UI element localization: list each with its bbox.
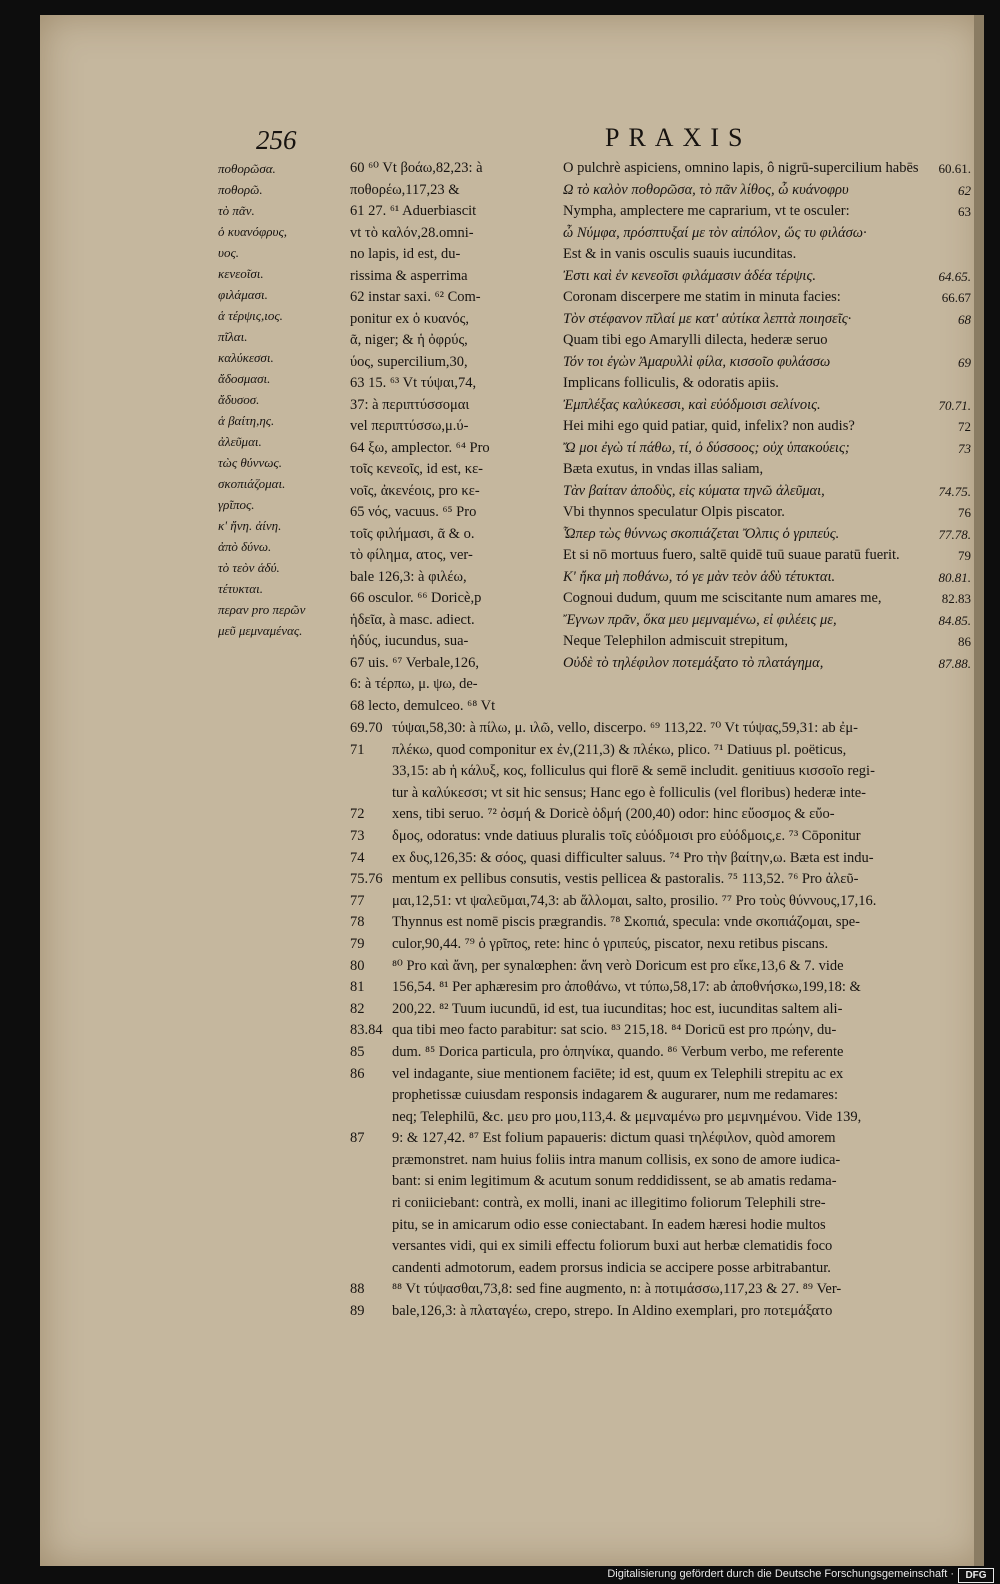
gloss-line: γρῖπος. (218, 497, 255, 512)
commentary-line-text: tur à καλύκεσσι; vt sit hic sensus; Hanc ego è folliculis (vel floribus) hederæ inte- (392, 784, 866, 801)
poem-line-text: Coronam discerpere me statim in minuta facies: (563, 289, 841, 305)
commentary-line-number (350, 783, 392, 805)
poem-line-text: ὦ Νύμφα, πρόσπτυξαί με τὸν αἰπόλον, ὥς τυ φιλάσω· (563, 224, 867, 241)
gloss-line: ἀπὸ δύνω. (218, 539, 272, 554)
commentary-line (350, 1215, 984, 1237)
commentary-line-number: 85 (350, 1043, 365, 1060)
poem-line (563, 653, 983, 675)
commentary-line (350, 1064, 984, 1086)
poem-line-ref: 87.88. (938, 655, 971, 671)
commentary-line-text: ex δυς,126,35: & σόος, quasi difficulter saluus. ⁷⁴ Pro τὴν βαίτην,ω. Bæta est indu- (392, 849, 874, 866)
poem-line (563, 223, 983, 245)
poem-line-text: Hei mihi ego quid patiar, quid, infelix? non audis? (563, 418, 855, 434)
commentary-line-text: bant: si enim legitimum & acutum sonum reddidissent, se ab amatis redama- (392, 1173, 837, 1190)
note-line: νοῖς, ἀκενέοις, pro κε- (350, 482, 480, 499)
commentary-line-number: 72 (350, 806, 365, 823)
poem-line (563, 588, 983, 610)
margin-gloss (218, 158, 343, 641)
poem-line-text: Τόν τοι ἐγὼν Ἀμαρυλλὶ φίλα, κισσοῖο φυλάσσω (563, 353, 831, 370)
gloss-line: σκοπιάζομαι. (218, 476, 286, 491)
poem-line (563, 201, 983, 223)
poem-line-ref: 74.75. (938, 483, 971, 499)
commentary-line (350, 956, 984, 978)
commentary-line-text: vel indagante, siue mentionem faciēte; id est, quum ex Telephili strepitu ac ex (392, 1065, 844, 1082)
gloss-line: υος. (218, 245, 239, 260)
commentary-line-text: δμος, odoratus: vnde datiuus pluralis τοῖς εὐόδμοισι pro εὐόδμοις,ε. ⁷³ Cōponitur (392, 827, 861, 844)
commentary-line-number: 79 (350, 935, 365, 952)
commentary-line (350, 761, 984, 783)
commentary-line-number (350, 1236, 392, 1258)
gloss-line: φιλάμασι. (218, 287, 268, 302)
poem-line-text: Nympha, amplectere me caprarium, vt te osculer: (563, 203, 850, 219)
commentary-line-number: 75.76 (350, 871, 383, 888)
gloss-line: τὸ τεὸν ἁδύ. (218, 560, 280, 575)
poem-line-ref: 68 (958, 311, 971, 327)
gloss-line: τέτυκται. (218, 581, 263, 596)
poem-line (563, 545, 983, 567)
commentary-line-text: 9: & 127,42. ⁸⁷ Est folium papaueris: dictum quasi τηλέφιλον, quòd amorem (392, 1130, 836, 1147)
poem-line (563, 395, 983, 417)
gloss-line: τὼς θύννως. (218, 455, 282, 470)
commentary-line-text: πλέκω, quod componitur ex ἐν,(211,3) & πλέκω, plico. ⁷¹ Datiuus pl. poëticus, (392, 741, 847, 758)
commentary-line-text: 33,15: ab ἡ κάλυξ, κος, folliculus qui florē & semē includit. genitiuus κισσοῖο regi- (392, 763, 875, 780)
gloss-line: ἀλεῦμαι. (218, 434, 262, 449)
commentary-line (350, 999, 984, 1021)
commentary-line-number: 88 (350, 1281, 365, 1298)
commentary-line-text: 156,54. ⁸¹ Per aphæresim pro ἀποθάνω, vt τύπω,58,17: ab ἀποθνήσκω,199,18: & (392, 979, 861, 996)
commentary-line-number (350, 761, 392, 783)
commentary-line-number: 71 (350, 741, 365, 758)
commentary-line-number (350, 1150, 392, 1172)
dfg-logo: DFG (958, 1568, 994, 1583)
poem-line (563, 373, 983, 395)
commentary-line-text: bale,126,3: à πλαταγέω, crepo, strepo. In Aldino exemplari, pro ποτεμάξατο (392, 1303, 833, 1320)
commentary-line (350, 912, 984, 934)
gloss-line: κενεοῖσι. (218, 266, 264, 281)
commentary-line-text: ⁸⁰ Pro καὶ ἄνη, per synalœphen: ἄνη verò Doricum est pro εἴκε,13,6 & 7. vide (392, 957, 844, 974)
commentary-line-number: 89 (350, 1303, 365, 1320)
commentary-line-text: præmonstret. nam huius foliis intra manum collisis, ex sono de amore iudica- (392, 1151, 841, 1168)
footer-credit: Digitalisierung gefördert durch die Deutsche Forschungsgemeinschaft · (607, 1568, 954, 1580)
commentary-line (350, 1020, 984, 1042)
poem-line (563, 459, 983, 481)
poem-line-ref: 73 (958, 440, 971, 456)
commentary-line-number: 78 (350, 914, 365, 931)
poem-line (563, 330, 983, 352)
commentary-line-text: ⁸⁸ Vt τύψασθαι,73,8: sed fine augmento, n: à ποτιμάσσω,117,23 & 27. ⁸⁹ Ver- (392, 1281, 842, 1298)
poem-line-text: Cognoui dudum, quum me sciscitante num amares me, (563, 590, 882, 606)
poem-line-text: Ὧπερ τὼς θύννως σκοπιάζεται Ὄλπις ὁ γριπεύς. (563, 525, 840, 542)
poem-line-ref: 82.83 (941, 591, 971, 606)
commentary-line (350, 718, 984, 740)
book-page (40, 15, 984, 1566)
note-line: 65 νός, vacuus. ⁶⁵ Pro (350, 504, 477, 520)
commentary-line-number (350, 1107, 392, 1129)
commentary-line-number: 86 (350, 1065, 365, 1082)
note-line: ᾶ, niger; & ἡ ὀφρύς, (350, 332, 468, 348)
commentary-line-number (350, 1258, 392, 1280)
poem-line-ref: 63 (958, 204, 971, 219)
poem-line (563, 524, 983, 546)
poem-line-text: Quam tibi ego Amarylli dilecta, hederæ seruo (563, 332, 828, 348)
running-title: PRAXIS (605, 123, 752, 152)
commentary-line (350, 1128, 984, 1150)
gloss-line: ἁ βαίτη,ης. (218, 413, 275, 428)
poem-line (563, 244, 983, 266)
poem-line (563, 352, 983, 374)
commentary-line-text: τύψαι,58,30: à πίλω, μ. ιλῶ, vello, discerpo. ⁶⁹ 113,22. ⁷⁰ Vt τύψας,59,31: ab ἐμ- (392, 720, 858, 736)
note-line: no lapis, id est, du- (350, 246, 461, 262)
note-line: ἡδύς, iucundus, sua- (350, 633, 469, 649)
poem-line-text: Est & in vanis osculis suauis iucunditas. (563, 246, 797, 262)
commentary-line (350, 1279, 984, 1301)
commentary-line (350, 977, 984, 999)
note-line: 6: à τέρπω, μ. ψω, de- (350, 676, 478, 692)
note-line: 64 ξω, amplector. ⁶⁴ Pro (350, 439, 490, 456)
commentary-line-text: qua tibi meo facto parabitur: sat scio. ⁸³ 215,18. ⁸⁴ Doricū est pro πρώην, du- (392, 1022, 837, 1039)
commentary-block (350, 718, 984, 1323)
commentary-line-number: 82 (350, 1000, 365, 1017)
note-line: ύος, supercilium,30, (350, 353, 468, 370)
poem-line-ref: 66.67 (941, 290, 971, 305)
commentary-line-text: culor,90,44. ⁷⁹ ὁ γρῖπος, rete: hinc ὁ γριπεύς, piscator, nexu retibus piscans. (392, 935, 829, 952)
commentary-line (350, 891, 984, 913)
commentary-line (350, 1193, 984, 1215)
commentary-line-number: 69.70 (350, 720, 383, 736)
gloss-line: πῖλαι. (218, 329, 248, 344)
poem-line (563, 438, 983, 460)
commentary-line (350, 1085, 984, 1107)
gloss-line: ἁ τέρψις,ιος. (218, 308, 283, 323)
poem-line (563, 180, 983, 202)
commentary-line (350, 1171, 984, 1193)
poem-line-text: Οὐδὲ τὸ τηλέφιλον ποτεμάξατο τὸ πλατάγημα, (563, 654, 824, 671)
commentary-line (350, 1301, 984, 1323)
gloss-line: καλύκεσσι. (218, 350, 274, 365)
commentary-line-text: prophetissæ cuiusdam responsis indagarem & augurarer, num me redamares: (392, 1087, 838, 1104)
poem-column (563, 158, 983, 674)
note-line: 63 15. ⁶³ Vt τύψαι,74, (350, 375, 477, 391)
poem-line-ref: 60.61. (938, 161, 971, 176)
footer-bar (0, 1566, 1000, 1584)
gloss-line: περαν pro περῶν (218, 602, 306, 617)
poem-line-text: Κ' ἤκα μὴ ποθάνω, τό γε μὰν τεὸν ἁδὺ τέτυκται. (563, 568, 836, 585)
note-line: bale 126,3: à φιλέω, (350, 568, 467, 585)
poem-line-text: Ω τὸ καλὸν ποθορῶσα, τὸ πᾶν λίθος, ὦ κυάνοφρυ (563, 181, 849, 198)
gloss-line: τὸ πᾶν. (218, 203, 255, 218)
poem-line (563, 631, 983, 653)
commentary-line-text: pitu, se in amicarum odio esse coniectabant. In eadem hæresi hodie multos (392, 1216, 826, 1233)
commentary-line-text: 200,22. ⁸² Tuum iucundū, id est, tua iucunditas; hoc est, iucunditas saltem ali- (392, 1000, 843, 1017)
poem-line-text: Et si nō mortuus fuero, saltē quidē tuū suaue paratū fuerit. (563, 547, 900, 563)
poem-line-text: Ἐστι καὶ ἐν κενεοῖσι φιλάμασιν ἁδέα τέρψις. (563, 267, 816, 284)
note-line: τοῖς φιλήμασι, ᾶ & ο. (350, 525, 475, 542)
poem-line-text: Neque Telephilon admiscuit strepitum, (563, 633, 789, 649)
commentary-line (350, 934, 984, 956)
commentary-line-number (350, 1171, 392, 1193)
note-line: 66 osculor. ⁶⁶ Doricè,p (350, 590, 482, 606)
poem-line-text: Bæta exutus, in vndas illas saliam, (563, 461, 764, 477)
note-line: 67 uis. ⁶⁷ Verbale,126, (350, 654, 480, 671)
page-number: 256 (256, 125, 297, 155)
commentary-line (350, 740, 984, 762)
note-line: rissima & asperrima (350, 267, 468, 284)
commentary-line-number: 77 (350, 892, 365, 909)
commentary-line (350, 1042, 984, 1064)
commentary-line-text: xens, tibi seruo. ⁷² ὀσμή & Doricè ὀδμή (200,40) odor: hinc εὔοσμος & εὔο- (392, 806, 835, 823)
commentary-line-text: versantes vidi, qui ex simili effectu foliorum buxi aut herbæ clematidis foco (392, 1238, 833, 1255)
poem-line-text: Implicans folliculis, & odoratis apiis. (563, 375, 779, 391)
poem-line-text: Ἐμπλέξας καλύκεσσι, καὶ εὐόδμοισι σελίνοις. (563, 396, 821, 413)
poem-line-text: O pulchrè aspiciens, omnino lapis, ô nigrū-supercilium habēs (563, 160, 919, 176)
commentary-line (350, 1236, 984, 1258)
poem-line-text: Ὤ μοι ἐγὼ τί πάθω, τί, ὁ δύσσοος; οὐχ ὑπακούεις; (563, 439, 850, 456)
note-line: 61 27. ⁶¹ Aduerbiascit (350, 203, 477, 219)
commentary-line-number: 80 (350, 957, 365, 974)
poem-line-ref: 76 (958, 505, 971, 520)
poem-line-ref: 64.65. (938, 268, 971, 284)
commentary-line-number: 74 (350, 849, 365, 866)
poem-line-ref: 86 (958, 634, 971, 649)
poem-line (563, 158, 983, 180)
gloss-line: ἄδοσμασι. (218, 371, 271, 386)
gloss-line: ἄδυσοσ. (218, 392, 260, 407)
poem-line (563, 416, 983, 438)
commentary-line-number: 83.84 (350, 1022, 383, 1039)
poem-line (563, 309, 983, 331)
commentary-line-text: dum. ⁸⁵ Dorica particula, pro ὁπηνίκα, quando. ⁸⁶ Verbum verbo, me referente (392, 1043, 844, 1060)
note-line: ποθορέω,117,23 & (350, 181, 460, 198)
commentary-line-number (350, 1193, 392, 1215)
gloss-line: ὁ κυανόφρυς, (218, 224, 287, 239)
poem-line-ref: 79 (958, 548, 971, 563)
poem-line (563, 266, 983, 288)
poem-line-ref: 80.81. (938, 569, 971, 585)
poem-line (563, 610, 983, 632)
commentary-line-text: Thynnus est nomē piscis prægrandis. ⁷⁸ Σκοπιά, specula: vnde σκοπιάζομαι, spe- (392, 914, 860, 931)
commentary-line (350, 1258, 984, 1280)
note-line: vt τὸ καλόν,28.omni- (350, 224, 474, 241)
poem-line-text: Vbi thynnos speculatur Olpis piscator. (563, 504, 785, 520)
commentary-line-number: 73 (350, 827, 365, 844)
commentary-line (350, 826, 984, 848)
note-line: 68 lecto, demulceo. ⁶⁸ Vt (350, 697, 496, 714)
note-line: vel περιπτύσσω,μ.ύ- (350, 418, 469, 434)
gloss-line: ποθορῶσα. (218, 161, 276, 176)
poem-line-text: Τὰν βαίταν ἀποδὺς, εἰς κύματα τηνῶ ἀλεῦμαι, (563, 482, 825, 499)
gloss-line: μεῦ μεμναμένας. (218, 623, 303, 638)
commentary-line-number: 87 (350, 1130, 365, 1147)
commentary-line-text: candenti admotorum, eadem prorsus indicia se accipere posse arbitrabantur. (392, 1259, 831, 1276)
poem-line-text: Τὸν στέφανον πῖλαί με κατ' αὐτίκα λεπτὰ ποιησεῖς· (563, 310, 852, 327)
commentary-line-text: μαι,12,51: vt ψαλεῦμαι,74,3: ab ἅλλομαι, salto, prosilio. ⁷⁷ Pro τοὺς θύννους,17,16. (392, 892, 877, 909)
poem-line (563, 502, 983, 524)
notes-column (350, 158, 560, 717)
commentary-line-text: ri coniiciebant: contrà, ex molli, inani ac illegitimo foliorum Telephili stre- (392, 1195, 826, 1212)
commentary-line-text: neq; Telephilū, &c. μευ pro μου,113,4. & μεμναμένω pro μεμνημένου. Vide 139, (392, 1108, 862, 1125)
poem-line (563, 567, 983, 589)
commentary-line-number (350, 1215, 392, 1237)
note-line: 62 instar saxi. ⁶² Com- (350, 289, 481, 305)
commentary-line-text: mentum ex pellibus consutis, vestis pellicea & pastoralis. ⁷⁵ 113,52. ⁷⁶ Pro ἀλεῦ- (392, 871, 859, 888)
note-line: τὸ φίλημα, ατος, ver- (350, 547, 473, 563)
commentary-line-number (350, 1085, 392, 1107)
commentary-line (350, 1150, 984, 1172)
commentary-line (350, 869, 984, 891)
gloss-line: ποθορῶ. (218, 182, 263, 197)
note-line: 37: à περιπτύσσομαι (350, 396, 470, 413)
note-line: τοῖς κενεοῖς, id est, κε- (350, 461, 484, 477)
poem-line-ref: 77.78. (938, 526, 971, 542)
poem-line-ref: 84.85. (938, 612, 971, 628)
note-line: ἡδεῖα, à masc. adiect. (350, 611, 475, 628)
poem-line (563, 481, 983, 503)
note-line: 60 ⁶⁰ Vt βοάω,82,23: à (350, 160, 483, 176)
poem-line-ref: 72 (958, 419, 971, 434)
poem-line-ref: 69 (958, 354, 971, 370)
note-line: ponitur ex ὁ κυανός, (350, 310, 469, 327)
poem-line-ref: 70.71. (938, 397, 971, 413)
poem-line (563, 287, 983, 309)
commentary-line (350, 804, 984, 826)
poem-line-ref: 62 (958, 182, 971, 198)
commentary-line-number: 81 (350, 979, 365, 996)
commentary-line (350, 783, 984, 805)
poem-line-text: Ἔγνων πρᾶν, ὅκα μευ μεμναμένω, εἰ φιλέεις με, (563, 611, 837, 628)
gloss-line: κ' ἤνη. ἀίνη. (218, 518, 282, 533)
commentary-line (350, 1107, 984, 1129)
commentary-line (350, 848, 984, 870)
